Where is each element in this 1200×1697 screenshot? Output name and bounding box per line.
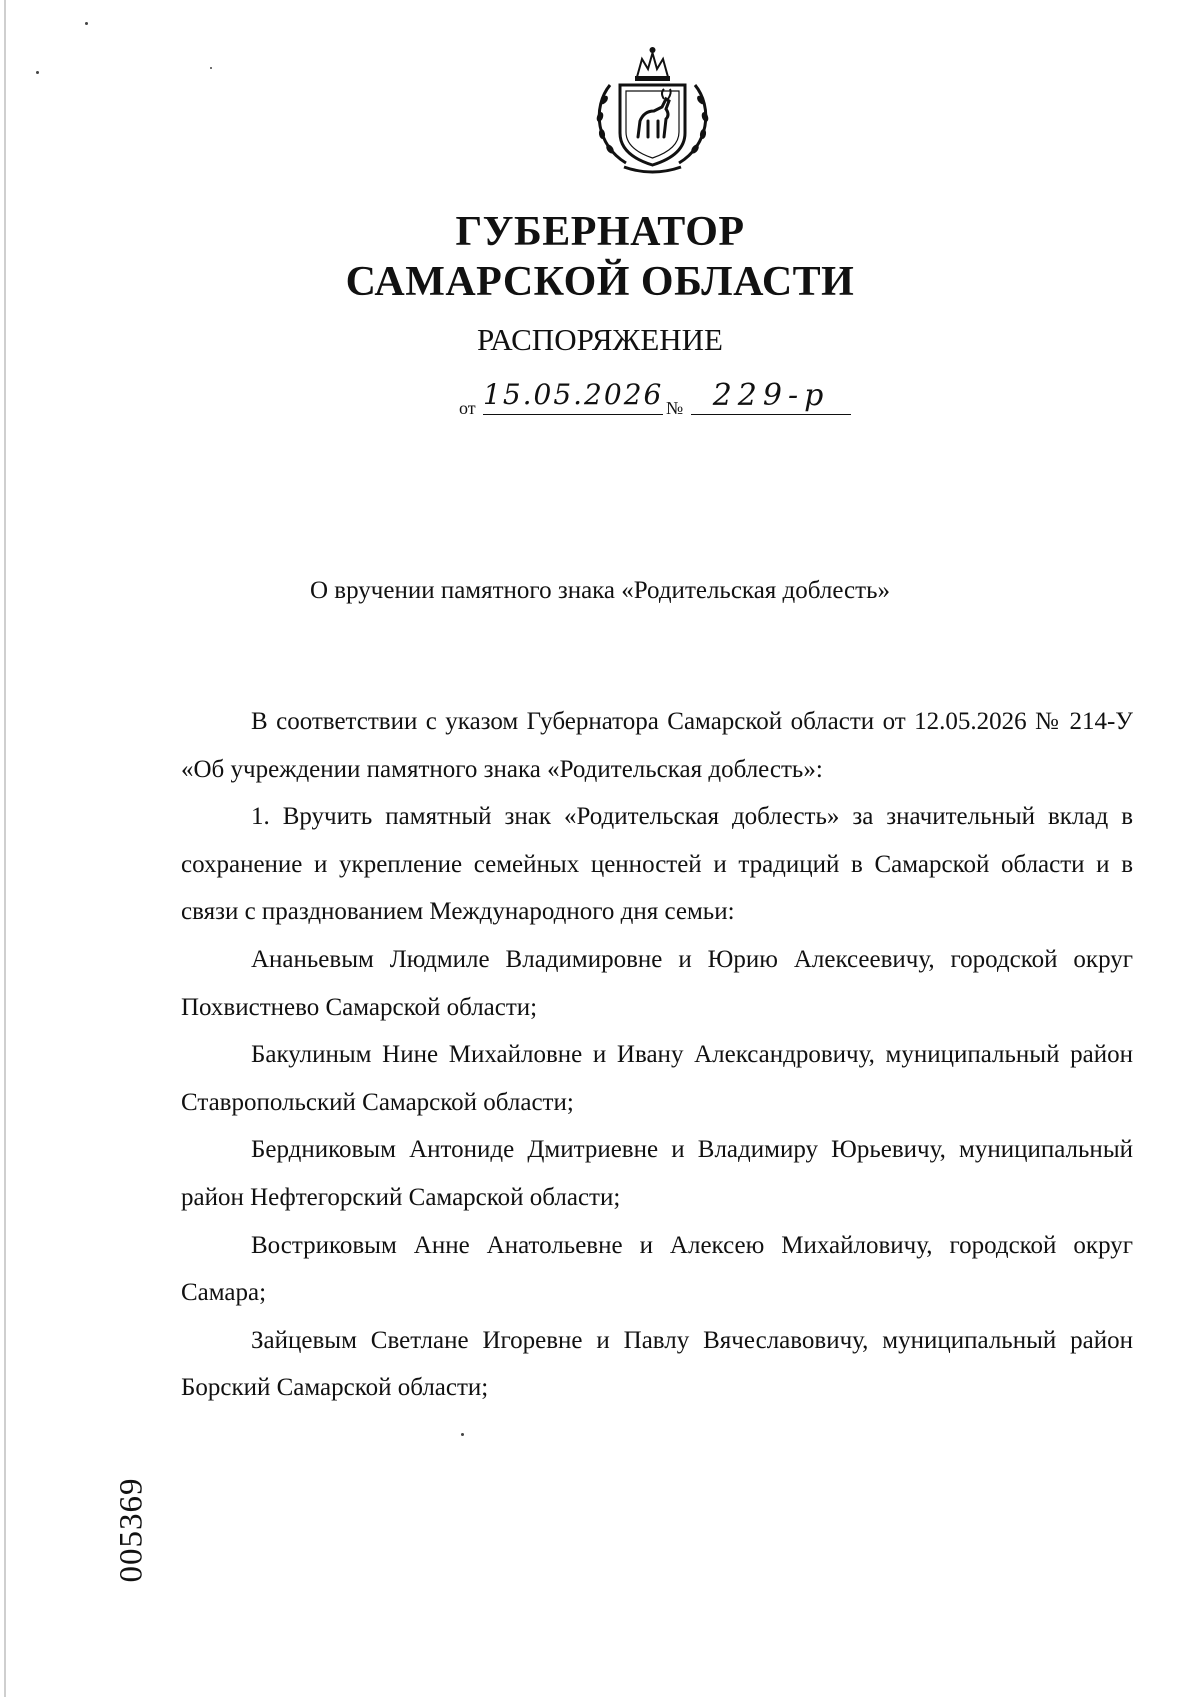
scan-speck: [461, 1433, 464, 1436]
body-paragraph: 1. Вручить памятный знак «Родительская доблесть» за значительный вклад в сохранение и укрепление семейных ценностей и традиций в Самарской области и в связи с празднованием Международного дня семьи:: [181, 803, 1133, 926]
body-paragraph: Востриковым Анне Анатольевне и Алексею Михайловичу, городской округ Самара;: [181, 1231, 1133, 1307]
number-sign: №: [666, 398, 684, 418]
serial-number: 005369: [113, 1477, 150, 1583]
date-prefix: от: [459, 398, 476, 418]
document-body: [181, 698, 1133, 1412]
scan-speck: [85, 22, 88, 25]
coat-of-arms-emblem: [590, 45, 715, 177]
body-paragraph: Ананьевым Людмиле Владимировне и Юрию Алексеевичу, городской округ Похвистнево Самарской области;: [181, 945, 1133, 1021]
authority-title-line-2: САМАРСКОЙ ОБЛАСТИ: [345, 259, 855, 305]
body-paragraph: Бердниковым Антониде Дмитриевне и Владимиру Юрьевичу, муниципальный район Нефтегорский Самарской области;: [181, 1136, 1133, 1211]
authority-title-line-1: ГУБЕРНАТОР: [455, 209, 745, 255]
scan-speck: [36, 71, 39, 74]
document-type: РАСПОРЯЖЕНИЕ: [477, 322, 723, 357]
body-paragraph: Бакулиным Нине Михайловне и Ивану Александровичу, муниципальный район Ставропольский Самарской области;: [181, 1041, 1133, 1116]
handwritten-date: 15.05.2026: [483, 378, 663, 415]
body-paragraph: В соответствии с указом Губернатора Самарской области от 12.05.2026 № 214-У «Об учреждении памятного знака «Родительская доблесть»:: [181, 708, 1133, 783]
body-paragraph: Зайцевым Светлане Игоревне и Павлу Вячеславовичу, муниципальный район Борский Самарской области;: [181, 1326, 1133, 1402]
scan-speck: [210, 67, 212, 69]
handwritten-number: 229-р: [691, 378, 851, 415]
date-number-line: [459, 378, 859, 422]
document-subject: О вручении памятного знака «Родительская доблесть»: [310, 577, 890, 604]
